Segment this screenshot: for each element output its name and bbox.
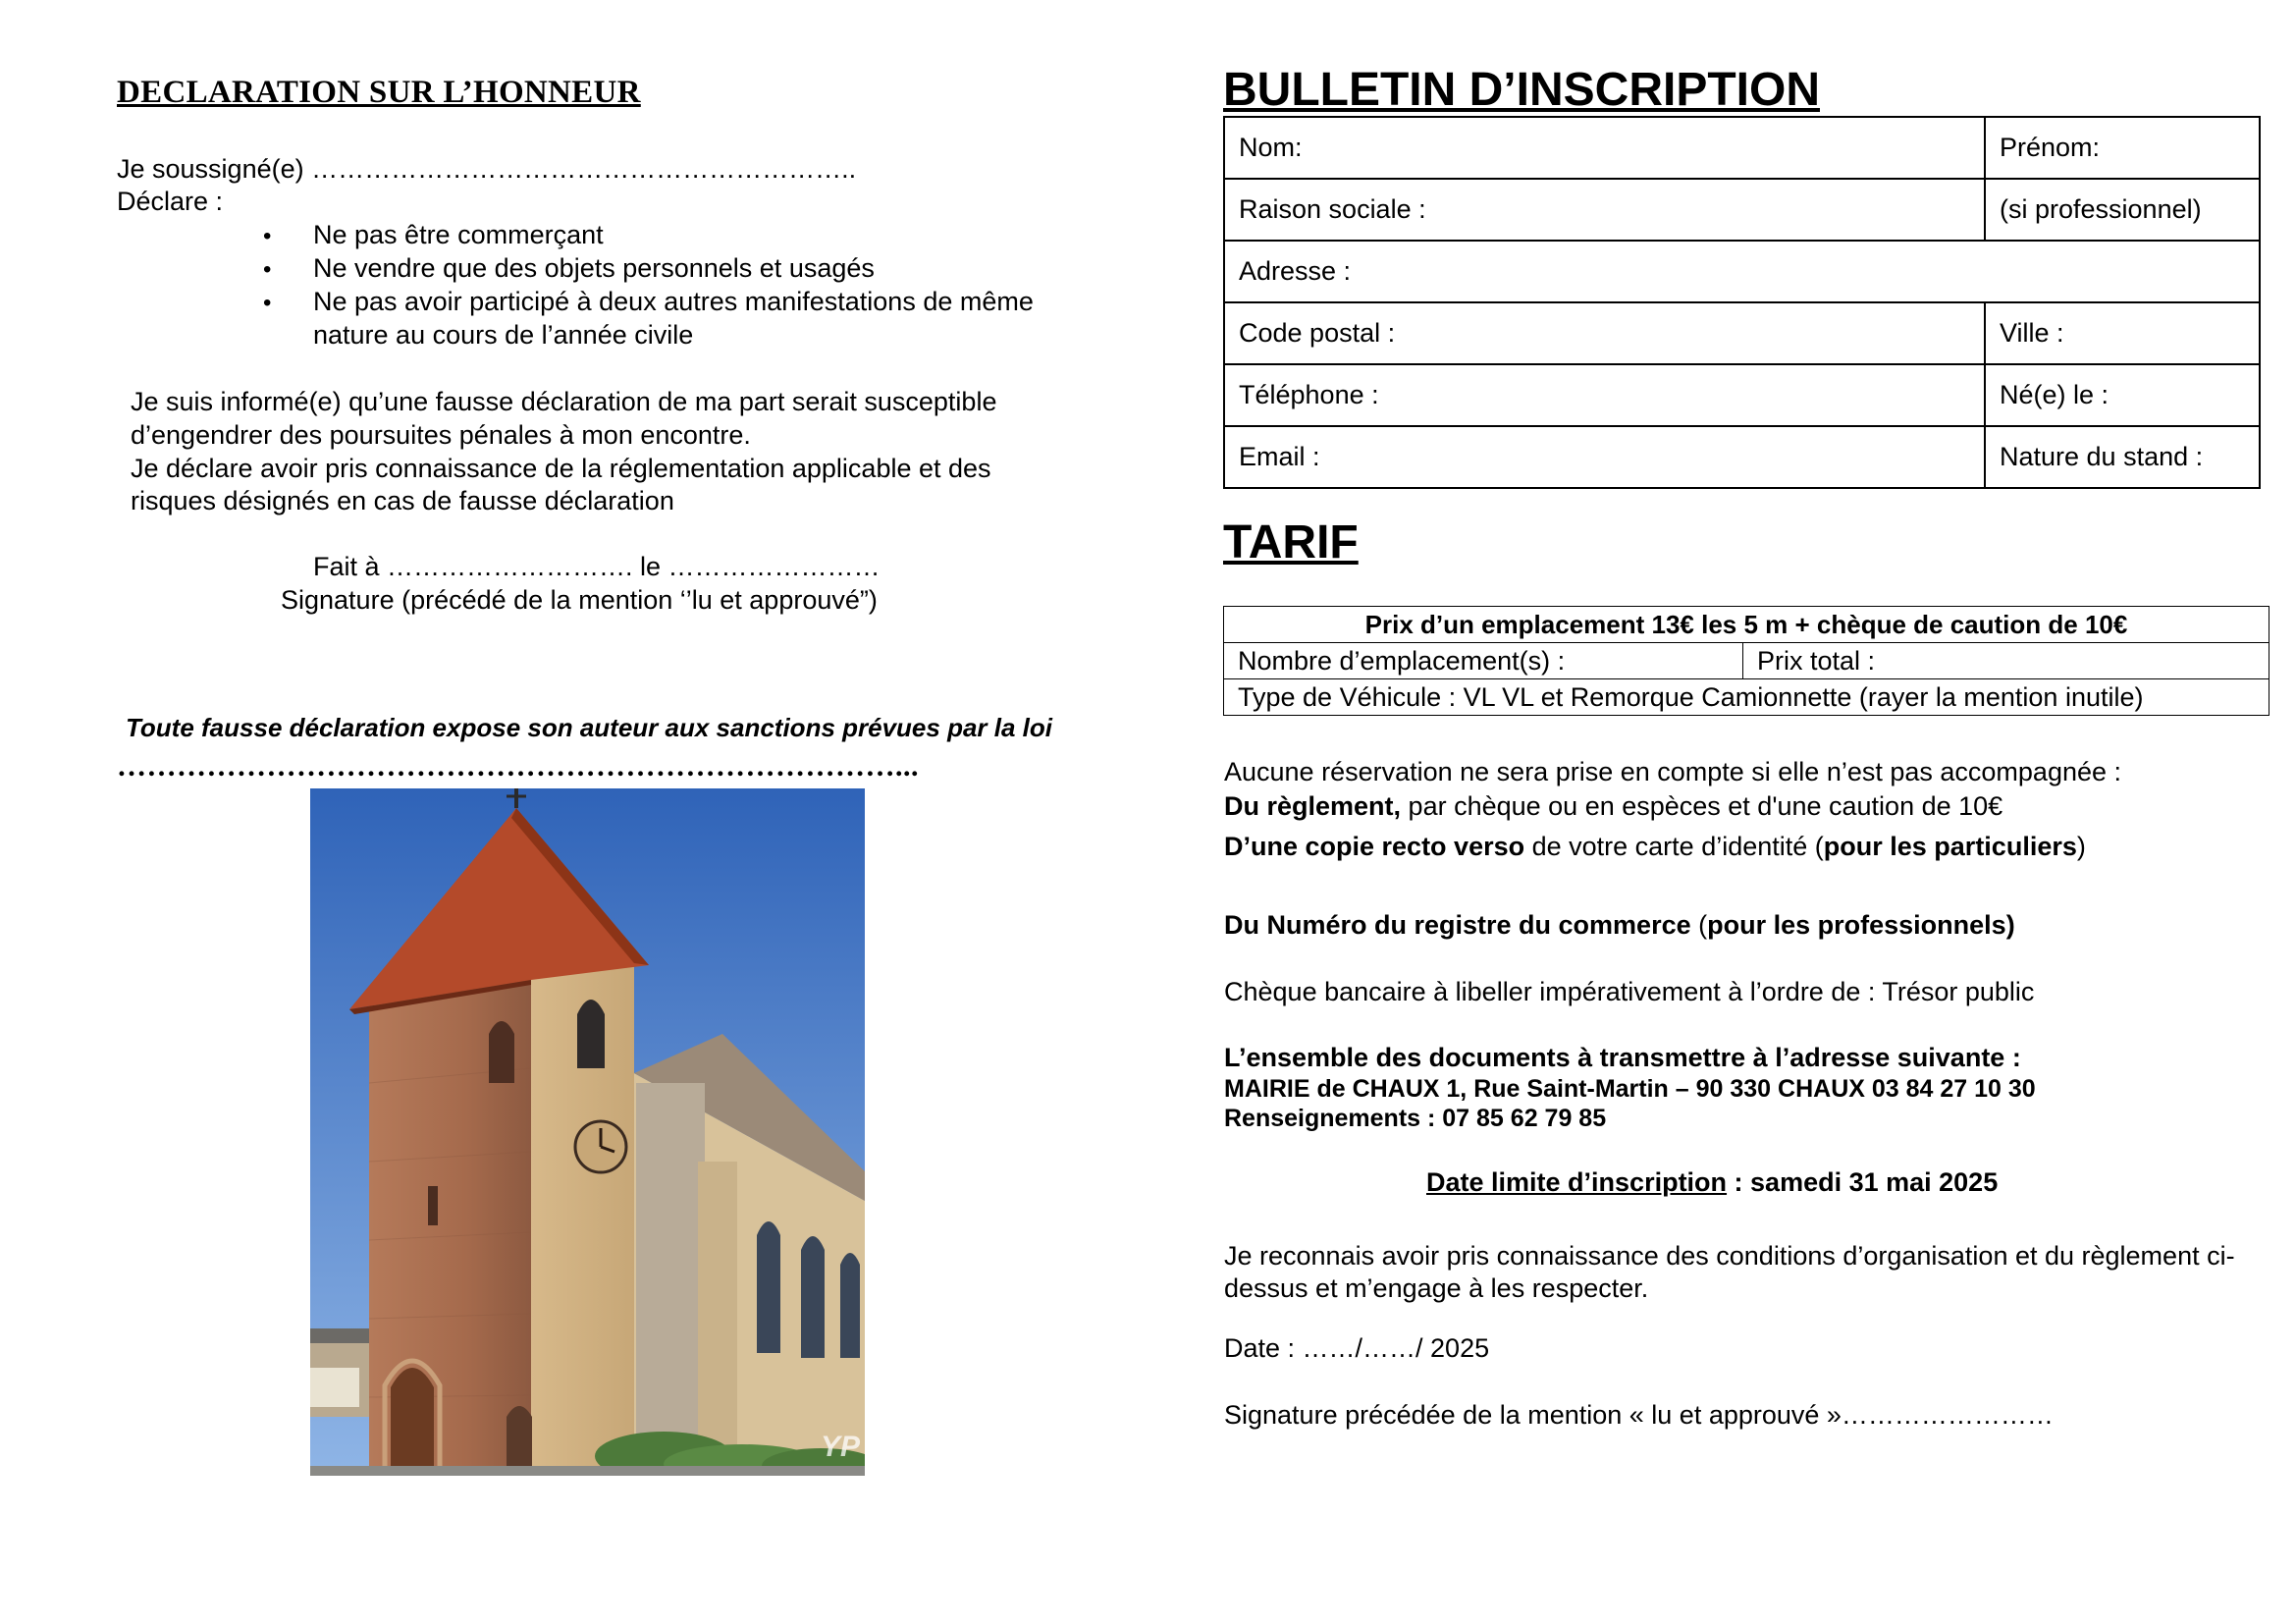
copie-mid: de votre carte d’identité ( <box>1524 832 1824 861</box>
declaration-title: DECLARATION SUR L’HONNEUR <box>117 75 641 110</box>
conditions-intro: Aucune réservation ne sera prise en compte si elle n’est pas accompagnée : <box>1224 757 2122 786</box>
adresse-field[interactable]: Adresse : <box>1224 241 2260 302</box>
reconnais-line-1: Je reconnais avoir pris connaissance des conditions d’organisation et du règlement ci- <box>1224 1241 2235 1271</box>
code-postal-field[interactable]: Code postal : <box>1224 302 1985 364</box>
list-item: Ne pas être commerçant <box>313 220 604 249</box>
info-line-3: Je déclare avoir pris connaissance de la réglementation applicable et des <box>131 454 991 483</box>
table-row <box>1224 241 2260 302</box>
declare-label: Déclare : <box>117 187 224 216</box>
nombre-emplacements-field[interactable]: Nombre d’emplacement(s) : <box>1224 643 1743 679</box>
table-row <box>1224 643 2269 679</box>
ville-field[interactable]: Ville : <box>1985 302 2260 364</box>
numero-bold: Du Numéro du registre du commerce <box>1224 910 1691 940</box>
prenom-field[interactable]: Prénom: <box>1985 117 2260 179</box>
signature-field[interactable]: Signature précédée de la mention « lu et approuvé »…………………… <box>1224 1400 2054 1430</box>
prix-total-field[interactable]: Prix total : <box>1743 643 2269 679</box>
tarif-title: TARIF <box>1223 516 1359 568</box>
date-limite-value: : samedi 31 mai 2025 <box>1727 1167 1999 1197</box>
copie-bold2: pour les particuliers <box>1823 832 2077 861</box>
warning-text: Toute fausse déclaration expose son auteur aux sanctions prévues par la loi <box>126 713 1052 742</box>
ensemble-line: L’ensemble des documents à transmettre à l’adresse suivante : <box>1224 1043 2021 1072</box>
table-row <box>1224 679 2269 716</box>
tarif-header: Prix d’un emplacement 13€ les 5 m + chèque de caution de 10€ <box>1224 607 2269 643</box>
renseignements-line: Renseignements : 07 85 62 79 85 <box>1224 1105 1607 1132</box>
info-line-1: Je suis informé(e) qu’une fausse déclaration de ma part serait susceptible <box>131 387 997 416</box>
table-row <box>1224 302 2260 364</box>
table-row <box>1224 179 2260 241</box>
bullet-dot-2: • <box>263 256 272 283</box>
type-vehicule-field[interactable]: Type de Véhicule : VL VL et Remorque Camionnette (rayer la mention inutile) <box>1224 679 2269 716</box>
tarif-table <box>1223 606 2269 716</box>
fait-a-line: Fait à ………………………. le …………………… <box>313 552 881 581</box>
bullet-dot-1: • <box>263 223 272 249</box>
copie-end: ) <box>2076 832 2086 861</box>
table-row <box>1224 364 2260 426</box>
copie-bold: D’une copie recto verso <box>1224 832 1525 861</box>
date-limite-label: Date limite d’inscription <box>1426 1167 1728 1197</box>
condition-reglement <box>1224 790 2002 823</box>
table-row <box>1224 426 2260 488</box>
condition-copie <box>1224 831 2086 863</box>
bullet-dot-3: • <box>263 290 272 316</box>
reglement-rest: par chèque ou en espèces et d'une caution de 10€ <box>1401 791 2003 821</box>
cheque-line: Chèque bancaire à libeller impérativement à l’ordre de : Trésor public <box>1224 977 2035 1006</box>
date-limite-line <box>1426 1166 1998 1199</box>
raison-sociale-field[interactable]: Raison sociale : <box>1224 179 1985 241</box>
telephone-field[interactable]: Téléphone : <box>1224 364 1985 426</box>
nom-field[interactable]: Nom: <box>1224 117 1985 179</box>
info-line-2: d’engendrer des poursuites pénales à mon encontre. <box>131 420 751 450</box>
date-field[interactable]: Date : ……/……/ 2025 <box>1224 1333 1490 1363</box>
reglement-bold: Du règlement, <box>1224 791 1402 821</box>
info-line-4: risques désignés en cas de fausse déclaration <box>131 486 674 515</box>
numero-bold2: pour les professionnels) <box>1707 910 2015 940</box>
photo-watermark: YP <box>821 1431 861 1463</box>
email-field[interactable]: Email : <box>1224 426 1985 488</box>
table-row <box>1224 607 2269 643</box>
table-row <box>1224 117 2260 179</box>
date-naissance-field[interactable]: Né(e) le : <box>1985 364 2260 426</box>
list-item-continuation: nature au cours de l’année civile <box>313 320 694 350</box>
reconnais-line-2: dessus et m’engage à les respecter. <box>1224 1273 1649 1303</box>
list-item: Ne pas avoir participé à deux autres manifestations de même <box>313 287 1034 316</box>
signature-mention-left: Signature (précédé de la mention ‘’lu et approuvé”) <box>281 585 878 615</box>
soussigne-line: Je soussigné(e) …………………………………………………….. <box>117 154 857 184</box>
registration-form <box>1223 116 2261 489</box>
numero-mid: ( <box>1690 910 1708 940</box>
nature-stand-field[interactable]: Nature du stand : <box>1985 426 2260 488</box>
church-photo <box>310 788 865 1476</box>
condition-numero <box>1224 909 2015 942</box>
dotted-separator: ……………………………………………………………………... <box>117 750 919 783</box>
list-item: Ne vendre que des objets personnels et usagés <box>313 253 875 283</box>
mairie-address: MAIRIE de CHAUX 1, Rue Saint-Martin – 90 330 CHAUX 03 84 27 10 30 <box>1224 1075 2036 1103</box>
bulletin-title: BULLETIN D’INSCRIPTION <box>1223 64 1820 116</box>
si-professionnel-label: (si professionnel) <box>1985 179 2260 241</box>
